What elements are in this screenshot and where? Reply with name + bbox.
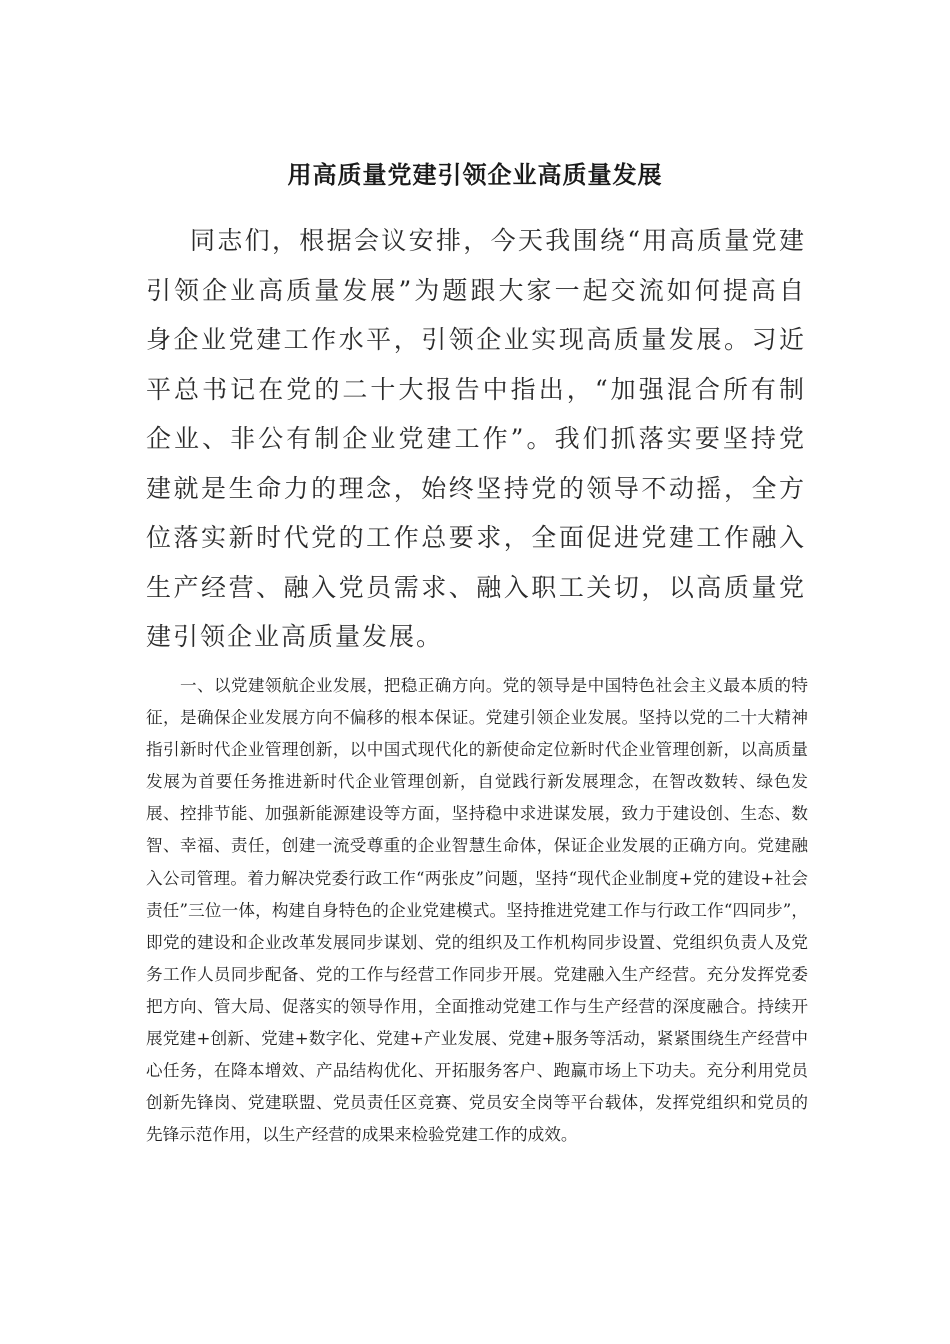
section-1-paragraph: 一、以党建领航企业发展，把稳正确方向。党的领导是中国特色社会主义最本质的特征，是确保企业发展方向不偏移的根本保证。党建引领企业发展。坚持以党的二十大精神指引新时代企业管理创新，以中国式现代化的新使命定位新时代企业管理创新，以高质量发展为首要任务推进新时代企业管理创新，自觉践行新发展理念，在智改数转、绿色发展、控排节能、加强新能源建设等方面，坚持稳中求进谋发展，致力于建设创、生态、数智、幸福、责任，创建一流受尊重的企业智慧生命体，保证企业发展的正确方向。党建融入公司管理。着力解决党委行政工作“两张皮”问题，坚持“现代企业制度+党的建设+社会责任”三位一体，构建自身特色的企业党建模式。坚持推进党建工作与行政工作“四同步”，即党的建设和企业改革发展同步谋划、党的组织及工作机构同步设置、党组织负责人及党务工作人员同步配备、党的工作与经营工作同步开展。党建融入生产经营。充分发挥党委把方向、管大局、促落实的领导作用，全面推动党建工作与生产经营的深度融合。持续开展党建+创新、党建+数字化、党建+产业发展、党建+服务等活动，紧紧围绕生产经营中心任务，在降本增效、产品结构优化、开拓服务客户、跑赢市场上下功夫。充分利用党员创新先锋岗、党建联盟、党员责任区竞赛、党员安全岗等平台载体，发挥党组织和党员的先锋示范作用，以生产经营的成果来检验党建工作的成效。 — [146, 676, 808, 1145]
document-title: 用高质量党建引领企业高质量发展 — [287, 160, 663, 189]
intro-paragraph: 同志们，根据会议安排，今天我围绕“用高质量党建引领企业高质量发展”为题跟大家一起交流如何提高自身企业党建工作水平，引领企业实现高质量发展。习近平总书记在党的二十大报告中指出，“加强混合所有制企业、非公有制企业党建工作”。我们抓落实要坚持党建就是生命力的理念，始终坚持党的领导不动摇，全方位落实新时代党的工作总要求，全面促进党建工作融入生产经营、融入党员需求、融入职工关切，以高质量党建引领企业高质量发展。 — [146, 226, 806, 651]
